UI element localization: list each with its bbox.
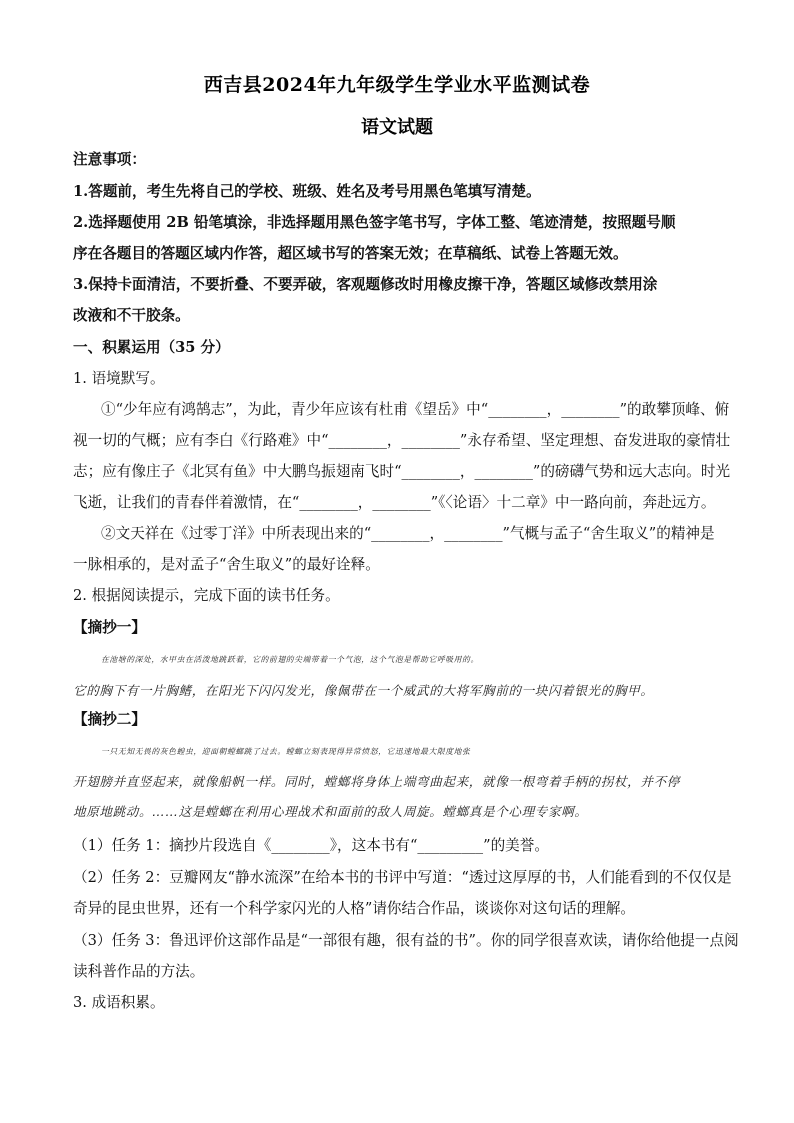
task-2: （2）任务 2：豆瓣网友“静水流深”在给本书的书评中写道：“透过这厚厚的书，人们能看到的不仅仅是 [73,869,732,886]
task-3-cont: 读科普作品的方法。 [73,963,205,980]
notes-line: 3.保持卡面清洁，不要折叠、不要弄破，客观题修改时用橡皮擦干净，答题区域修改禁用涂 [73,276,658,293]
exam-title: 西吉县2024年九年级学生学业水平监测试卷 [203,74,591,96]
task-2-cont: 奇异的昆虫世界，还有一个科学家闪光的人格”请你结合作品，谈谈你对这句话的理解。 [73,900,636,917]
excerpt-2-line: 开翅膀并直竖起来，就像船帆一样。同时，螳螂将身体上端弯曲起来，就像一根弯着手柄的拐杖，并不停 [73,774,680,789]
notes-line: 1.答题前，考生先将自己的学校、班级、姓名及考号用黑色笔填写清楚。 [73,183,541,200]
notes-heading: 注意事项： [73,151,146,168]
exam-subtitle: 语文试题 [361,117,433,138]
excerpt-2-line: 地原地跳动。……这是螳螂在利用心理战术和面前的敌人周旋。螳螂真是个心理专家啊。 [73,804,588,819]
question-1-line: 志；应有像庄子《北冥有鱼》中大鹏鸟振翅南飞时“________，________”的磅礴气势和远大志向。时光 [73,463,731,480]
excerpt-1-line: 它的胸下有一片胸鳍，在阳光下闪闪发光，像佩带在一个威武的大将军胸前的一块闪着银光的胸甲。 [73,683,654,698]
task-3: （3）任务 3：鲁迅评价这部作品是“一部很有趣，很有益的书”。你的同学很喜欢读，请你给他提一点阅 [73,932,739,949]
notes-line: 改液和不干胶条。 [73,307,190,324]
question-1-line: 飞逝，让我们的青春伴着激情，在“________，________”《〈论语〉十二章》中一路向前，奔赴远方。 [73,494,716,511]
excerpt-1-label: 【摘抄一】 [73,619,146,636]
question-1-title: 1. 语境默写。 [73,370,165,387]
question-3-title: 3. 成语积累。 [73,994,165,1011]
question-1-line: 视一切的气概；应有李白《行路难》中“________，________”永存希望、坚定理想、奋发进取的豪情壮 [73,432,731,449]
notes-line: 序在各题目的答题区域内作答，超区域书写的答案无效；在草稿纸、试卷上答题无效。 [73,245,628,262]
excerpt-2-label: 【摘抄二】 [73,711,146,728]
question-1-line: ②文天祥在《过零丁洋》中所表现出来的“________，________”气概与孟子“舍生取义”的精神是 [101,525,715,542]
question-1-line: ①“少年应有鸿鹄志”，为此，青少年应该有杜甫《望岳》中“________，________”的敢攀顶峰、俯 [101,401,730,418]
question-1-line: 一脉相承的，是对孟子“舍生取义”的最好诠释。 [73,556,380,573]
excerpt-2-line: 一只无知无畏的灰色蝗虫，迎面朝螳螂跳了过去。螳螂立刻表现得异常愤怒，它迅速地最大限度地张 [101,747,471,756]
notes-line: 2.选择题使用 2B 铅笔填涂，非选择题用黑色签字笔书写，字体工整、笔迹清楚，按照题号顺 [73,214,676,231]
section-heading: 一、积累运用（35 分） [73,339,230,356]
excerpt-1-line: 在池塘的深处，水甲虫在活泼地跳跃着，它的前翅的尖端带着一个气泡，这个气泡是帮助它呼吸用的。 [101,655,479,664]
question-2-title: 2. 根据阅读提示，完成下面的读书任务。 [73,587,340,604]
task-1: （1）任务 1：摘抄片段选自《________》，这本书有“_________”的美誉。 [73,837,549,854]
